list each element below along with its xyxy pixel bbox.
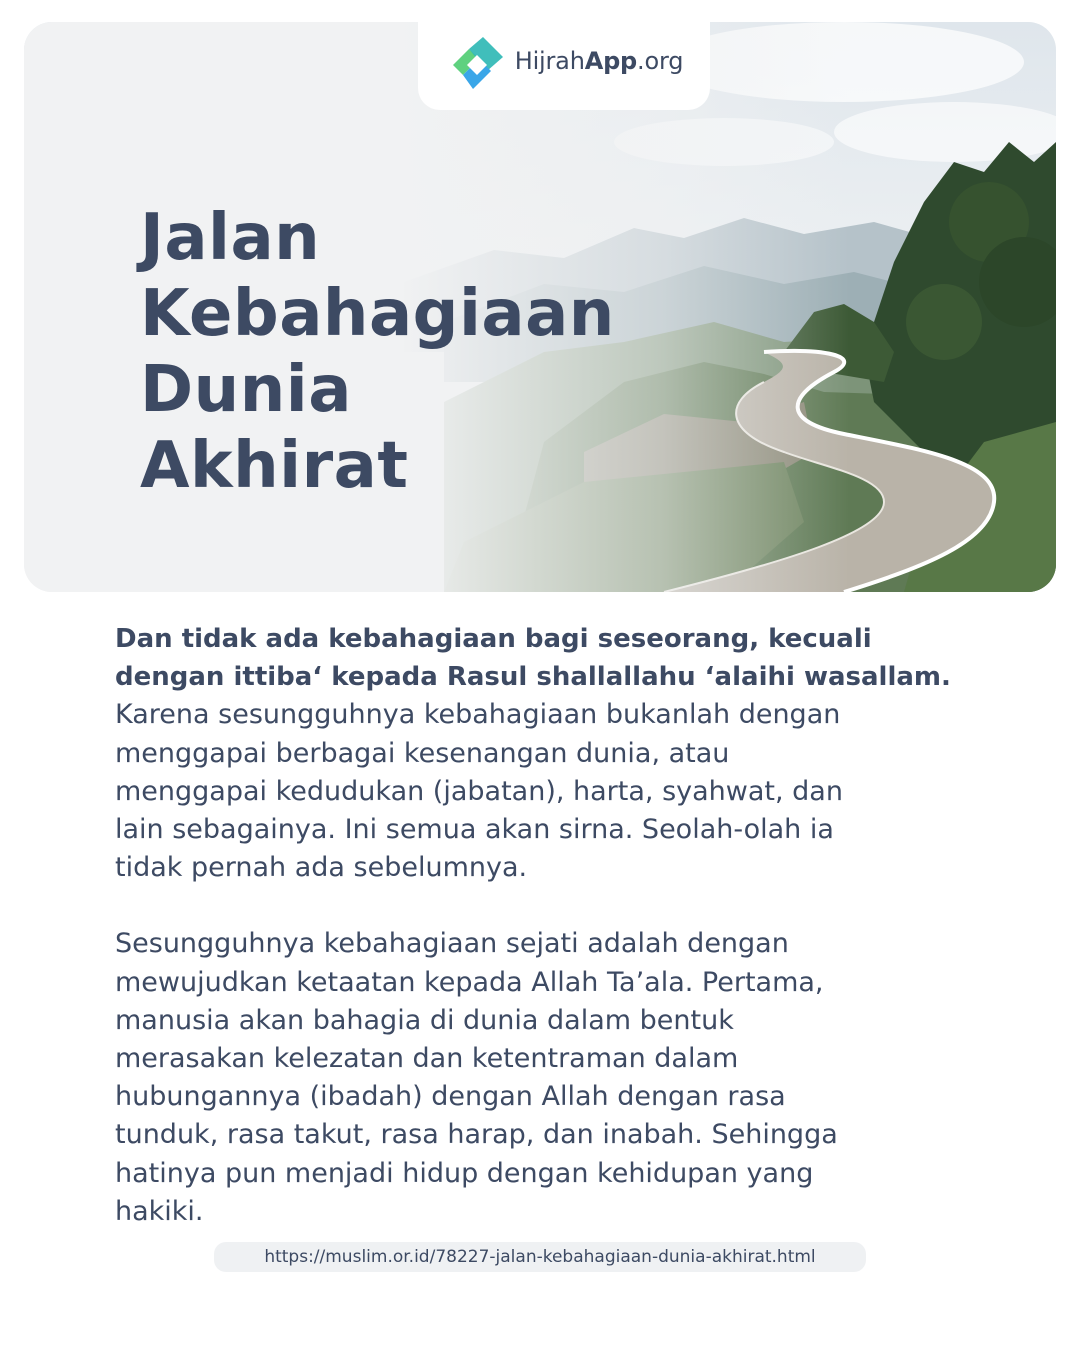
title-line: Akhirat — [140, 429, 409, 503]
paragraph-line: tidak pernah ada sebelumnya. — [115, 852, 528, 884]
hijrahapp-logo-icon — [445, 35, 507, 97]
paragraph-1 — [115, 696, 1015, 887]
paragraph-line: Karena sesungguhnya kebahagiaan bukanlah dengan — [115, 699, 841, 731]
brand-name-bold: App — [584, 47, 638, 75]
paragraph-2 — [115, 925, 1015, 1231]
paragraph-line: lain sebagainya. Ini semua akan sirna. Seolah-olah ia — [115, 814, 834, 846]
paragraph-line: manusia akan bahagia di dunia dalam bentuk — [115, 1004, 734, 1036]
title-line: Dunia — [140, 353, 352, 427]
article-body — [115, 620, 1015, 1231]
paragraph-line: menggapai kedudukan (jabatan), harta, syahwat, dan — [115, 775, 843, 807]
lead-statement — [115, 620, 1015, 696]
paragraph-line: hatinya pun menjadi hidup dengan kehidupan yang — [115, 1157, 814, 1189]
brand-name — [515, 47, 684, 75]
brand-header[interactable] — [418, 22, 710, 110]
source-url[interactable]: https://muslim.or.id/78227-jalan-kebahagiaan-dunia-akhirat.html — [264, 1247, 816, 1267]
source-link[interactable] — [214, 1242, 866, 1272]
paragraph-line: mewujudkan ketaatan kepada Allah Ta’ala. Pertama, — [115, 966, 824, 998]
paragraph-line: merasakan kelezatan dan ketentraman dalam — [115, 1043, 739, 1075]
paragraph-line: hubungannya (ibadah) dengan Allah dengan rasa — [115, 1081, 786, 1113]
brand-name-prefix: Hijrah — [514, 47, 585, 75]
page-title — [140, 200, 615, 504]
hero-banner — [24, 22, 1056, 592]
paragraph-line: menggapai berbagai kesenangan dunia, atau — [115, 737, 730, 769]
paragraph-line: tunduk, rasa takut, rasa harap, dan inabah. Sehingga — [115, 1119, 838, 1151]
lead-line: dengan ittiba‘ kepada Rasul shallallahu ‘alaihi wasallam. — [115, 662, 951, 693]
brand-name-suffix: .org — [637, 47, 684, 75]
lead-line: Dan tidak ada kebahagiaan bagi seseorang, kecuali — [115, 624, 872, 654]
paragraph-line: hakiki. — [115, 1195, 204, 1227]
paragraph-line: Sesungguhnya kebahagiaan sejati adalah dengan — [115, 928, 789, 960]
title-line: Kebahagiaan — [140, 277, 615, 351]
title-line: Jalan — [140, 201, 321, 275]
paragraph-spacer — [115, 887, 1015, 925]
